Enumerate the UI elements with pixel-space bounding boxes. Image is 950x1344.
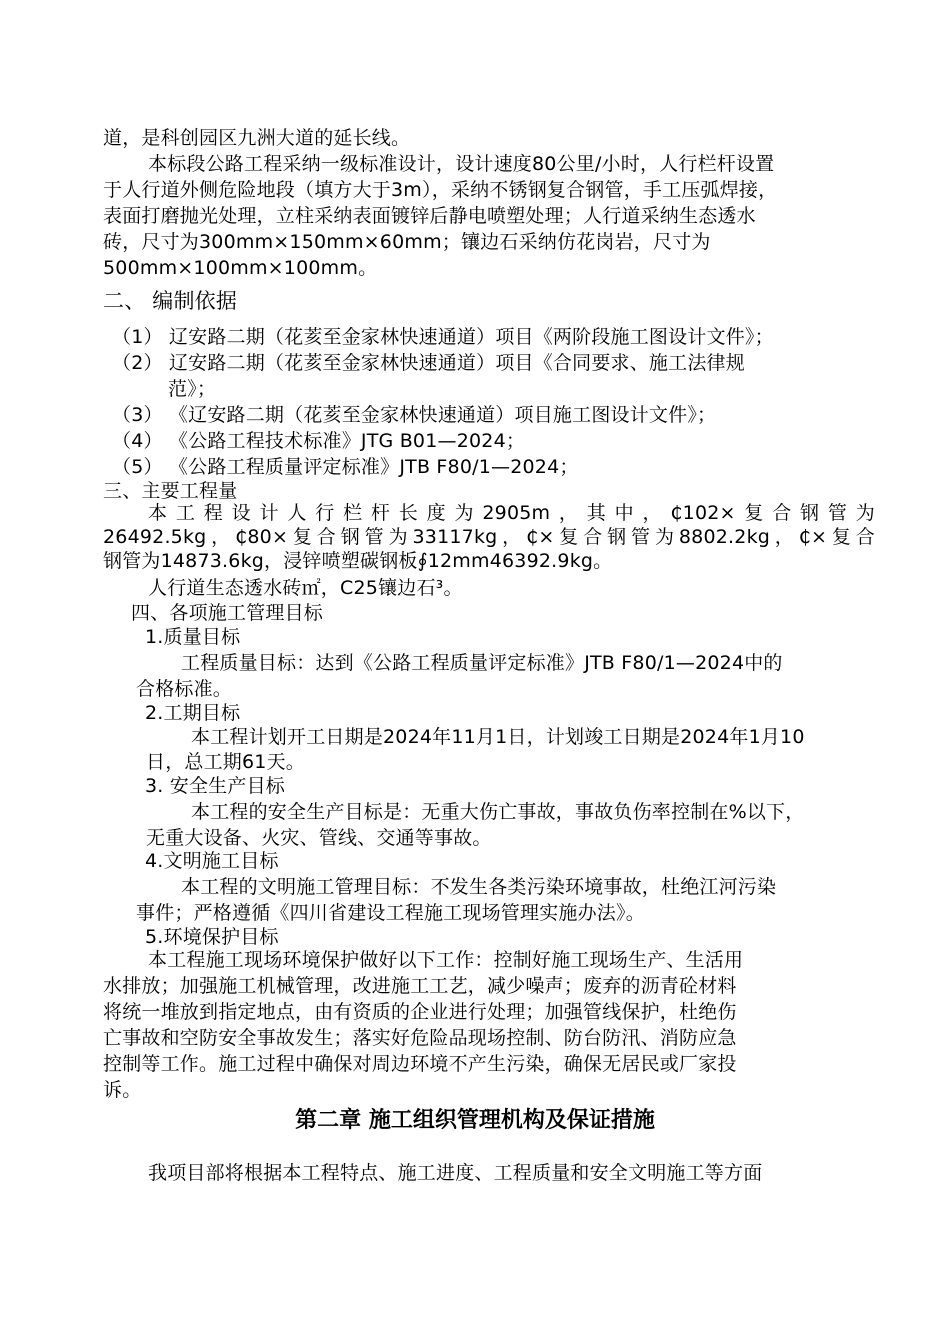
basis-item-continuation: 范》； [168, 378, 217, 400]
section-heading-quantities: 三、主要工程量 [103, 480, 238, 502]
intro-line: 表面打磨抛光处理，立柱采纳表面镀锌后静电喷塑处理；人行道采纳生态透水 [103, 205, 756, 227]
goal-text: 合格标准。 [136, 678, 233, 700]
goal-text: 本工程计划开工日期是2024年11月1日，计划竣工日期是2024年1月10 [191, 726, 805, 748]
intro-line: 500mm×100mm×100mm。 [103, 257, 378, 279]
goal-text: 亡事故和空防安全事故发生；落实好危险品现场控制、防台防汛、消防应急 [103, 1027, 737, 1049]
goal-text: 本工程施工现场环境保护做好以下工作：控制好施工现场生产、生活用 [148, 949, 744, 971]
section-heading-goals: 四、各项施工管理目标 [131, 602, 324, 624]
basis-item: （2） 辽安路二期（花荄至金家林快速通道）项目《合同要求、施工法律规 [112, 352, 745, 374]
section-heading-basis: 二、 编制依据 [103, 289, 238, 313]
goal-text: 诉。 [103, 1079, 142, 1101]
goal-title-environment: 5.环境保护目标 [145, 926, 279, 948]
intro-line: 道，是科创园区九洲大道的延长线。 [103, 127, 411, 149]
goal-title-civilized: 4.文明施工目标 [145, 850, 279, 872]
quantities-line: 人行道生态透水砖㎡，C25镶边石³。 [148, 577, 463, 599]
goal-text: 本工程的文明施工管理目标：不发生各类污染环境事故，杜绝江河污染 [181, 876, 777, 898]
basis-item: （4） 《公路工程技术标准》JTG B01—2024； [112, 430, 526, 452]
basis-item: （3） 《辽安路二期（花荄至金家林快速通道）项目施工图设计文件》； [112, 404, 717, 426]
goal-title-safety: 3. 安全生产目标 [145, 775, 285, 797]
chapter-first-line: 我项目部将根据本工程特点、施工进度、工程质量和安全文明施工等方面 [148, 1162, 763, 1184]
quantities-line: 钢管为14873.6kg，浸锌喷塑碳钢板∮12mm46392.9kg。 [103, 550, 613, 572]
goal-text: 控制等工作。施工过程中确保对周边环境不产生污染，确保无居民或厂家投 [103, 1053, 737, 1075]
goal-text: 工程质量目标：达到《公路工程质量评定标准》JTB F80/1—2024中的 [181, 652, 783, 674]
goal-text: 事件；严格遵循《四川省建设工程施工现场管理实施办法》。 [136, 902, 645, 924]
quantities-line: 26492.5kg，₵80×复合钢管为33117kg，₵×复合钢管为8802.2kg，₵×复合 [103, 526, 875, 548]
goal-title-schedule: 2.工期目标 [145, 702, 241, 724]
intro-line: 于人行道外侧危险地段（填方大于3m），采纳不锈钢复合钢管，手工压弧焊接， [103, 179, 778, 201]
goal-text: 日，总工期61天。 [146, 751, 305, 773]
basis-item: （5） 《公路工程质量评定标准》JTB F80/1—2024； [112, 456, 579, 478]
goal-title-quality: 1.质量目标 [145, 626, 241, 648]
goal-text: 本工程的安全生产目标是：无重大伤亡事故，事故负伤率控制在%以下， [191, 801, 805, 823]
quantities-line: 本工程设计人行栏杆长度为2905m，其中，₵102×复合钢管为 [148, 502, 875, 524]
goal-text: 无重大设备、火灾、管线、交通等事故。 [146, 827, 492, 849]
intro-line: 本标段公路工程采纳一级标准设计，设计速度80公里/小时，人行栏杆设置 [148, 153, 775, 175]
basis-item: （1） 辽安路二期（花荄至金家林快速通道）项目《两阶段施工图设计文件》； [112, 326, 774, 348]
goal-text: 水排放；加强施工机械管理，改进施工工艺，减少噪声；废弃的沥青砼材料 [103, 975, 737, 997]
intro-line: 砖，尺寸为300mm×150mm×60mm；镶边石采纳仿花岗岩，尺寸为 [103, 231, 711, 253]
chapter-title: 第二章 施工组织管理机构及保证措施 [295, 1108, 655, 1133]
goal-text: 将统一堆放到指定地点，由有资质的企业进行处理；加强管线保护，杜绝伤 [103, 1001, 737, 1023]
